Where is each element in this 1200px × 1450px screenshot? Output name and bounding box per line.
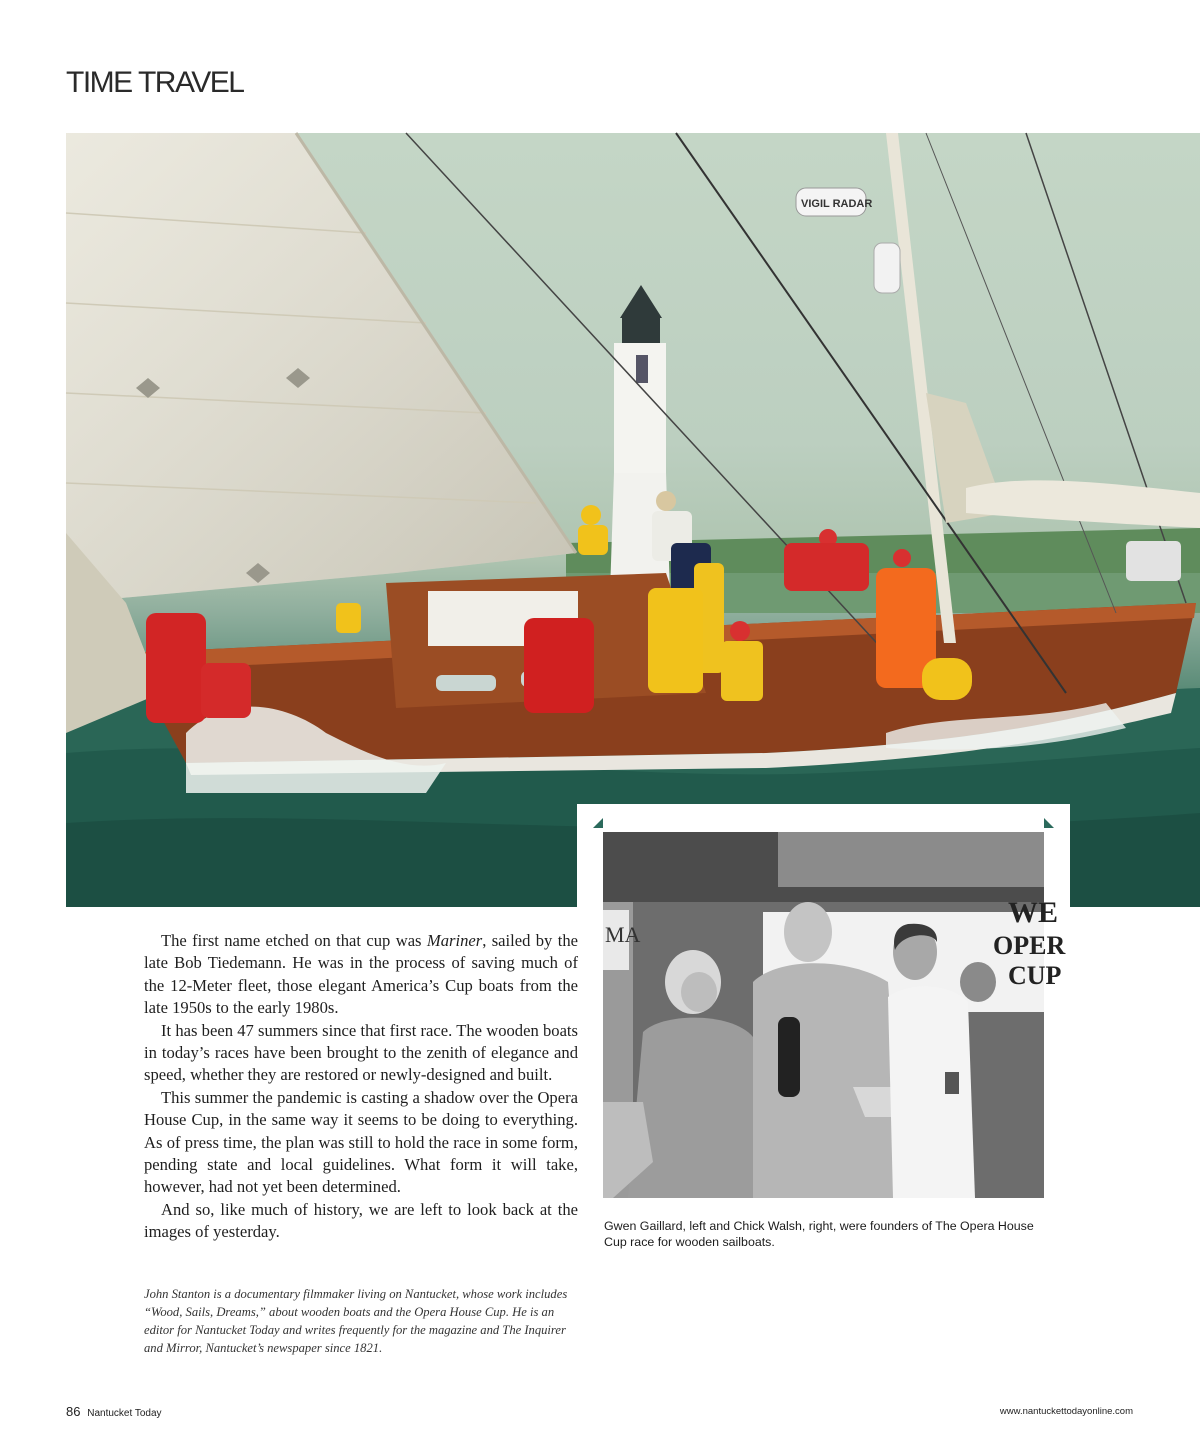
banner-line-3: CUP (1008, 961, 1062, 990)
article-paragraph-1: The first name etched on that cup was Mariner, sailed by the late Bob Tiedemann. He was in the process of saving much of the 12-Meter fleet, those elegant America’s Cup boats from the late 1950s to the early 1980s. (144, 931, 578, 1018)
article-body (144, 930, 578, 1244)
photo-caption: Gwen Gaillard, left and Chick Walsh, right, were founders of The Opera House Cup race for wooden sailboats. (604, 1219, 1034, 1249)
banner-line-1: WE (1008, 896, 1059, 929)
article-paragraph-2: It has been 47 summers since that first race. The wooden boats in today’s races have been brought to the zenith of elegance and speed, whether they are restored or newly-designed and built. (144, 1020, 578, 1085)
genoa-sail (66, 133, 576, 603)
corner-mark-right (1044, 818, 1054, 828)
founders-photo-illustration (603, 832, 1066, 1198)
publication-name: Nantucket Today (87, 1408, 162, 1419)
article-paragraph-4: And so, like much of history, we are left to look back at the images of yesterday. (144, 1199, 578, 1242)
author-bio: John Stanton is a documentary filmmaker living on Nantucket, whose work includes “Wood, Sails, Dreams,” about wooden boats and the Opera House Cup. He is an editor for Nantucket Today and writes frequently for the magazine and The Inquirer and Mirror, Nantucket’s newspaper since 1821. (144, 1287, 568, 1355)
inset-side-sign: MA (605, 922, 641, 947)
sailboat-photo-illustration (66, 133, 1200, 907)
hero-photo (66, 133, 1200, 907)
corner-mark-left (593, 818, 603, 828)
section-title: TIME TRAVEL (66, 66, 244, 99)
inset-photo-frame (577, 804, 1070, 1264)
page-number: 86 (66, 1404, 81, 1419)
inset-photo (603, 832, 1066, 1198)
article-paragraph-3: This summer the pandemic is casting a shadow over the Opera House Cup, in the same way it seems to be doing to everything. As of press time, the plan was still to hold the race in some form, pending state and local guidelines. What form it will take, however, had not yet been determined. (144, 1087, 578, 1197)
boat-name-mariner: Mariner (426, 931, 483, 950)
banner-line-2: OPER (993, 931, 1066, 960)
website-url[interactable]: www.nantuckettodayonline.com (999, 1406, 1133, 1417)
radar-label: VIGIL RADAR (801, 198, 873, 210)
page-footer-left (66, 1404, 162, 1419)
